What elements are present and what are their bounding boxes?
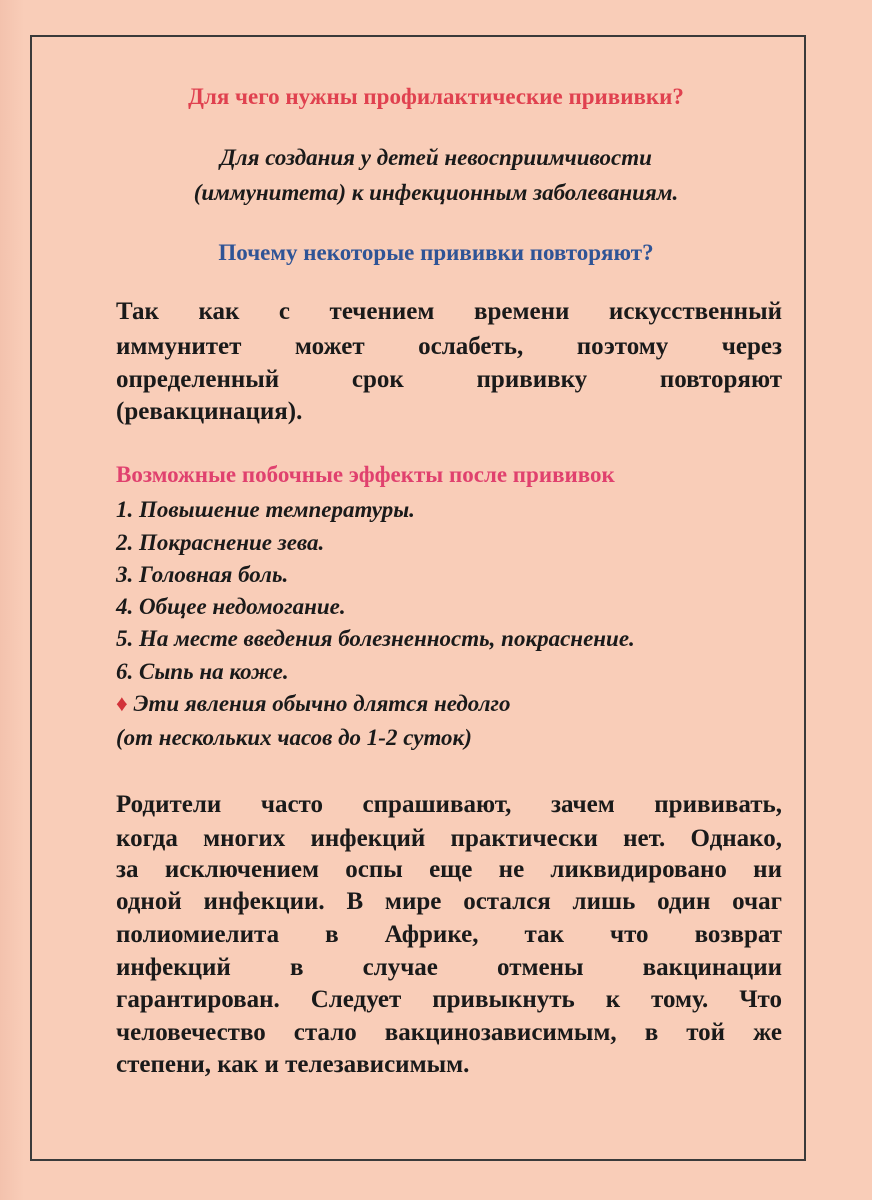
side-effect-item: 4. Общее недомогание. bbox=[116, 594, 346, 619]
closing-line-7: гарантирован. Следует привыкнуть к тому. Что bbox=[116, 986, 782, 1013]
heading-side-effects: Возможные побочные эффекты после прививок bbox=[116, 462, 615, 487]
heading-why-repeat: Почему некоторые прививки повторяют? bbox=[218, 240, 654, 265]
closing-line-6: инфекций в случае отмены вакцинации bbox=[116, 954, 782, 981]
answer2-line-1: Так как с течением времени искусственный bbox=[116, 298, 782, 325]
closing-line-5: полиомиелита в Африке, так что возврат bbox=[116, 921, 782, 948]
side-effect-item: 5. На месте введения болезненность, покраснение. bbox=[116, 626, 635, 651]
note-text-1: Эти явления обычно длятся недолго bbox=[133, 691, 511, 716]
note-line-2: (от нескольких часов до 1-2 суток) bbox=[116, 725, 472, 750]
answer2-line-3: определенный срок прививку повторяют bbox=[116, 366, 782, 393]
side-effect-item: 1. Повышение температуры. bbox=[116, 497, 415, 522]
closing-line-4: одной инфекции. В мире остался лишь один очаг bbox=[116, 888, 782, 915]
answer2-line-4: (ревакцинация). bbox=[116, 398, 303, 425]
side-effect-item: 2. Покраснение зева. bbox=[116, 530, 325, 555]
diamond-bullet-icon: ♦ bbox=[116, 691, 128, 716]
closing-line-3: за исключением оспы еще не ликвидировано ни bbox=[116, 856, 782, 883]
closing-line-1: Родители часто спрашивают, зачем прививать, bbox=[116, 791, 782, 818]
closing-line-2: когда многих инфекций практически нет. Однако, bbox=[116, 825, 782, 852]
answer1-line-2: (иммунитета) к инфекционным заболеваниям. bbox=[193, 180, 679, 205]
answer1-line-1: Для создания у детей невосприимчивости bbox=[220, 145, 652, 170]
side-effect-item: 6. Сыпь на коже. bbox=[116, 659, 289, 684]
side-effect-item: 3. Головная боль. bbox=[116, 562, 289, 587]
heading-why-vaccinations: Для чего нужны профилактические прививки? bbox=[188, 84, 684, 109]
note-line-1 bbox=[116, 691, 511, 717]
answer2-line-2: иммунитет может ослабеть, поэтому через bbox=[116, 333, 782, 360]
closing-line-9: степени, как и телезависимым. bbox=[116, 1051, 470, 1078]
closing-line-8: человечество стало вакцинозависимым, в той же bbox=[116, 1019, 782, 1046]
